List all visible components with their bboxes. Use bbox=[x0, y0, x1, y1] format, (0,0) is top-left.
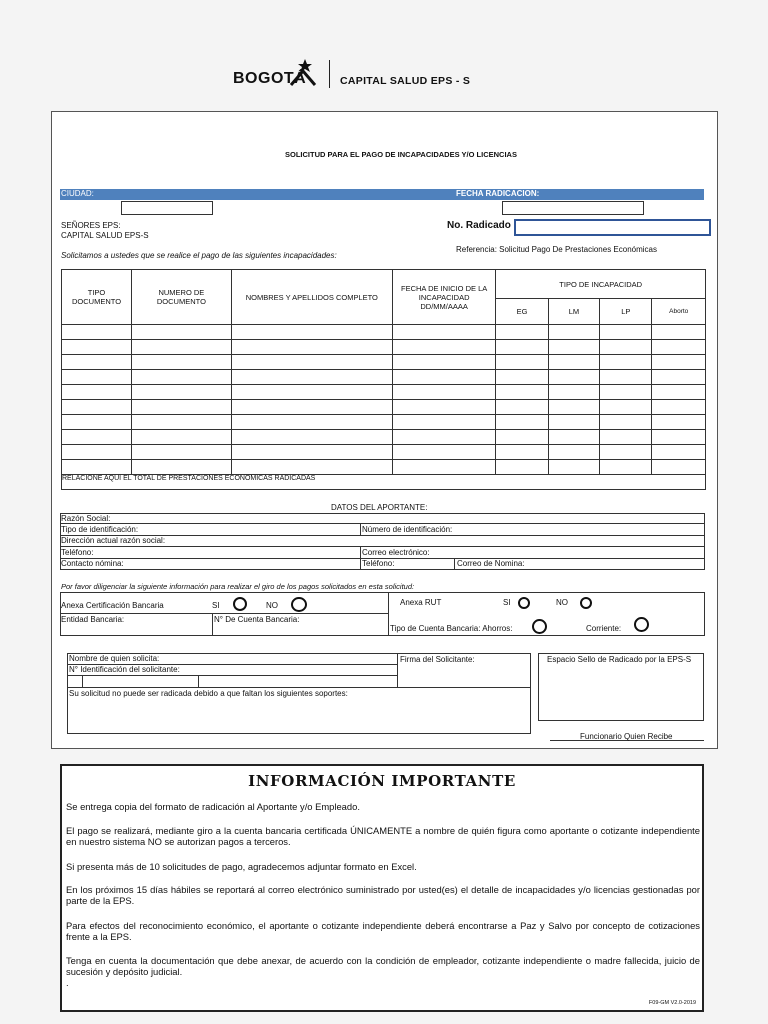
col-fecha-inicio: FECHA DE INICIO DE LA INCAPACIDAD DD/MM/AAAA bbox=[392, 270, 495, 325]
soportes-text[interactable]: Su solicitud no puede ser radicada debido a que faltan los siguientes soportes: bbox=[69, 689, 348, 698]
divider bbox=[212, 613, 213, 636]
no-label: NO bbox=[266, 601, 278, 610]
telefono-nomina-label[interactable]: Teléfono: bbox=[362, 559, 395, 568]
tipo-identificacion-label[interactable]: Tipo de identificación: bbox=[61, 525, 139, 534]
radio-ahorros[interactable] bbox=[532, 619, 547, 634]
header-bar bbox=[60, 189, 704, 200]
info-paragraph: En los próximos 15 días hábiles se reportará al correo electrónico suministrado por usted(es) el detalle de incapacidades y/o licencias gestionadas por parte de la EPS. bbox=[66, 884, 700, 906]
aportante-title: DATOS DEL APORTANTE: bbox=[331, 503, 428, 512]
col-numero-documento: NUMERO DE DOCUMENTO bbox=[132, 270, 232, 325]
page-header bbox=[0, 0, 768, 110]
info-dot: . bbox=[66, 977, 69, 988]
col-tipo-documento: TIPO DOCUMENTO bbox=[62, 270, 132, 325]
table-row bbox=[62, 340, 706, 355]
sub-lp: LP bbox=[600, 299, 652, 325]
tipo-cuenta-label: Tipo de Cuenta Bancaria: Ahorros: bbox=[390, 624, 513, 633]
divider bbox=[67, 687, 531, 688]
logo-separator bbox=[329, 60, 330, 88]
nombre-solicitante-label[interactable]: Nombre de quien solicita: bbox=[69, 654, 160, 663]
direccion-label[interactable]: Dirección actual razón social: bbox=[61, 536, 166, 545]
table-row bbox=[62, 325, 706, 340]
sub-aborto: Aborto bbox=[652, 299, 706, 325]
info-paragraph: Para efectos del reconocimiento económico, el aportante o cotizante independiente deberá encontrarse a Paz y Salvo por concepto de cotizaciones frente a la EPS. bbox=[66, 920, 700, 942]
no-radicado-field[interactable] bbox=[514, 219, 711, 236]
radio-rut-si[interactable] bbox=[518, 597, 530, 609]
info-paragraph: El pago se realizará, mediante giro a la cuenta bancaria certificada ÚNICAMENTE a nombre de quién figura como aportante o cotizante independiente en nuestro sistema NO se autorizan pagos a terceros. bbox=[66, 825, 700, 847]
rut-si-label: SI bbox=[503, 598, 511, 607]
table-row bbox=[62, 445, 706, 460]
numero-identificacion-label[interactable]: Número de identificación: bbox=[362, 525, 453, 534]
divider bbox=[397, 653, 398, 687]
table-row bbox=[62, 415, 706, 430]
radio-rut-no[interactable] bbox=[580, 597, 592, 609]
divider bbox=[454, 559, 455, 570]
sello-radicado-label: Espacio Sello de Radicado por la EPS-S bbox=[547, 655, 692, 664]
funcionario-label: Funcionario Quien Recibe bbox=[580, 732, 673, 741]
divider bbox=[198, 675, 199, 687]
table-row bbox=[62, 430, 706, 445]
ciudad-label: CIUDAD: bbox=[61, 189, 94, 198]
razon-social-label[interactable]: Razón Social: bbox=[61, 514, 111, 523]
col-nombres: NOMBRES Y APELLIDOS COMPLETO bbox=[231, 270, 392, 325]
sub-lm: LM bbox=[548, 299, 599, 325]
rut-no-label: NO bbox=[556, 598, 568, 607]
total-prestaciones[interactable]: RELACIONE AQUI EL TOTAL DE PRESTACIONES ECONOMICAS RADICADAS bbox=[62, 475, 706, 490]
radio-cert-si[interactable] bbox=[233, 597, 247, 611]
bogota-logo-text: BOGOTÁ bbox=[233, 70, 307, 87]
table-row bbox=[62, 400, 706, 415]
corriente-label: Corriente: bbox=[586, 624, 622, 633]
anexa-certificacion-label: Anexa Certificación Bancaria bbox=[61, 601, 164, 610]
informacion-importante bbox=[60, 764, 704, 1012]
fecha-radicacion-field[interactable] bbox=[502, 201, 644, 215]
ciudad-field[interactable] bbox=[121, 201, 213, 215]
table-row bbox=[62, 370, 706, 385]
entidad-bancaria-label[interactable]: Entidad Bancaria: bbox=[61, 615, 125, 624]
table-row bbox=[62, 355, 706, 370]
correo-label[interactable]: Correo electrónico: bbox=[362, 548, 430, 557]
capital-salud-text: CAPITAL SALUD EPS-S bbox=[61, 231, 149, 240]
brand-name: CAPITAL SALUD EPS - S bbox=[340, 75, 471, 87]
cuenta-bancaria-label[interactable]: N° De Cuenta Bancaria: bbox=[214, 615, 300, 624]
divider bbox=[360, 547, 361, 570]
radio-cert-no[interactable] bbox=[291, 597, 307, 612]
divider bbox=[67, 675, 397, 676]
col-tipo-incapacidad: TIPO DE INCAPACIDAD bbox=[496, 270, 706, 299]
table-row bbox=[62, 460, 706, 475]
divider bbox=[60, 523, 705, 524]
senores-eps: SEÑORES EPS: bbox=[61, 221, 121, 230]
divider bbox=[388, 592, 389, 636]
info-paragraph: Se entrega copia del formato de radicación al Aportante y/o Empleado. bbox=[66, 801, 360, 812]
giro-note: Por favor diligenciar la siguiente información para realizar el giro de los pagos solicitados en esta solicitud: bbox=[61, 582, 415, 591]
solicitamos-text: Solicitamos a ustedes que se realice el pago de las siguientes incapacidades: bbox=[61, 251, 337, 260]
incapacidades-table bbox=[61, 269, 706, 490]
info-title: INFORMACIÓN IMPORTANTE bbox=[248, 772, 516, 790]
divider bbox=[60, 613, 388, 614]
anexa-rut-label: Anexa RUT bbox=[400, 598, 442, 607]
sub-eg: EG bbox=[496, 299, 548, 325]
form-title: SOLICITUD PARA EL PAGO DE INCAPACIDADES Y/O LICENCIAS bbox=[285, 150, 517, 159]
correo-nomina-label[interactable]: Correo de Nomina: bbox=[457, 559, 525, 568]
firma-solicitante-label[interactable]: Firma del Solicitante: bbox=[400, 655, 475, 664]
info-paragraph: Si presenta más de 10 solicitudes de pago, agradecemos adjuntar formato en Excel. bbox=[66, 861, 417, 872]
referencia-text: Referencia: Solicitud Pago De Prestaciones Económicas bbox=[456, 245, 657, 254]
divider bbox=[360, 524, 361, 535]
identificacion-solicitante-label[interactable]: N° Identificación del solicitante: bbox=[69, 665, 180, 674]
radio-corriente[interactable] bbox=[634, 617, 649, 632]
table-row bbox=[62, 385, 706, 400]
contacto-nomina-label[interactable]: Contacto nómina: bbox=[61, 559, 124, 568]
no-radicado-label: No. Radicado bbox=[447, 220, 511, 231]
divider bbox=[60, 546, 705, 547]
si-label: SI bbox=[212, 601, 220, 610]
telefono-label[interactable]: Teléfono: bbox=[61, 548, 94, 557]
info-paragraph: Tenga en cuenta la documentación que debe anexar, de acuerdo con la condición de empleador, cotizante independiente o madre fallecida, juicio de sucesión y depósito judicial. bbox=[66, 955, 700, 977]
form-code: F09-GM V2.0-2019 bbox=[648, 1000, 696, 1006]
divider bbox=[82, 675, 83, 687]
fecha-radicacion-label: FECHA RADICACION: bbox=[456, 189, 540, 198]
